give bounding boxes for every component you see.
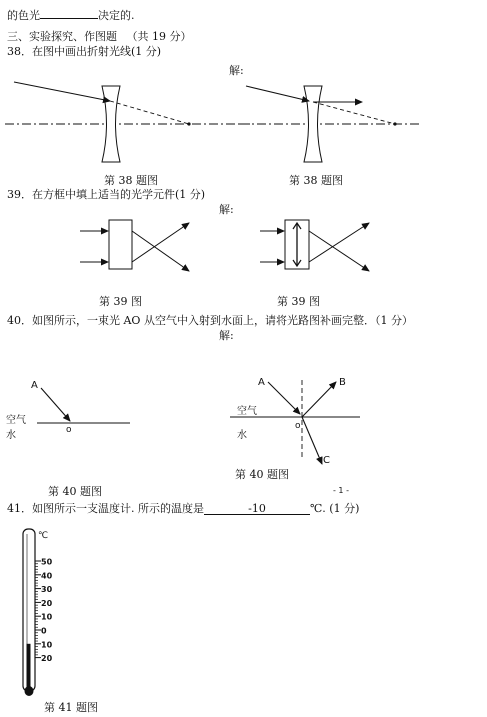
q40-right-figure xyxy=(230,377,360,495)
focus-point xyxy=(393,122,396,125)
label-air: 空气 xyxy=(6,415,26,426)
q39-right-figure xyxy=(260,220,369,271)
q40-caption-right: 第 40 题图 xyxy=(235,468,289,481)
incident-ray xyxy=(14,82,110,101)
label-O: o xyxy=(295,421,301,431)
refracted-ray-OC xyxy=(302,417,322,464)
q40-text: 40．如图所示，一束光 AO 从空气中入射到水面上，请将光路图补画完整．（1 分） xyxy=(7,314,413,327)
q38-caption-left: 第 38 题图 xyxy=(104,174,158,187)
q41-answer: -10 xyxy=(248,502,266,515)
dashed-construction-line xyxy=(110,101,189,124)
q40-answer-label: 解: xyxy=(219,329,234,342)
q41-text-after: ℃. (1 分) xyxy=(310,502,360,515)
q39-text: 39．在方框中填上适当的光学元件(1 分) xyxy=(7,188,206,201)
outgoing-ray-up xyxy=(132,223,189,262)
q38-right-figure xyxy=(240,86,420,162)
thermometer-scale xyxy=(35,558,53,664)
q39-caption-left: 第 39 图 xyxy=(99,295,142,308)
scale-label: 50 xyxy=(41,557,53,567)
q41-caption: 第 41 题图 xyxy=(44,701,98,714)
scale-label: 30 xyxy=(41,585,53,595)
line0-suffix: 决定的. xyxy=(98,9,135,22)
incident-ray xyxy=(246,86,309,101)
focus-point xyxy=(187,122,190,125)
thermometer xyxy=(23,529,53,696)
scale-label: 10 xyxy=(41,640,53,650)
incident-ray-AO xyxy=(41,388,70,421)
q38-answer-label: 解: xyxy=(229,64,244,77)
unit-label: ℃ xyxy=(38,531,49,541)
label-B: B xyxy=(339,377,346,388)
liquid-column xyxy=(27,644,31,690)
q38-left-figure xyxy=(5,82,250,162)
outgoing-ray-down xyxy=(132,231,189,271)
q39-left-figure xyxy=(80,220,189,271)
label-A: A xyxy=(258,377,265,388)
line0-prefix: 的色光 xyxy=(7,9,40,22)
label-air: 空气 xyxy=(237,406,257,417)
q39-answer-label: 解: xyxy=(219,203,234,216)
concave-lens xyxy=(304,86,322,162)
q38-text: 38．在图中画出折射光线(1 分) xyxy=(7,45,162,58)
section-title: 三、实验探究、作图题 xyxy=(7,30,117,43)
q40-left-figure xyxy=(6,380,130,441)
bulb xyxy=(25,686,34,696)
q40-caption-left: 第 40 题图 xyxy=(48,485,102,498)
dashed-construction-line xyxy=(313,102,395,124)
q41-text-before: 41．如图所示一支温度计. 所示的温度是 xyxy=(7,502,204,515)
label-water: 水 xyxy=(6,430,16,441)
scale-label: 10 xyxy=(41,612,53,622)
q39-caption-right: 第 39 图 xyxy=(277,295,320,308)
label-water: 水 xyxy=(237,430,247,441)
incident-ray-AO xyxy=(268,382,300,414)
q38-caption-right: 第 38 题图 xyxy=(289,174,343,187)
label-O: o xyxy=(66,425,72,435)
concave-lens xyxy=(102,86,120,162)
scale-label: 20 xyxy=(41,654,53,664)
label-A: A xyxy=(31,380,38,391)
label-C: C xyxy=(323,455,330,466)
section-score: （共 19 分） xyxy=(126,30,192,43)
outgoing-ray-down xyxy=(309,231,369,271)
blank-box xyxy=(109,220,132,269)
reflected-ray-OB xyxy=(302,382,336,417)
scale-label: 0 xyxy=(41,626,47,636)
outgoing-ray-up xyxy=(309,223,369,262)
scale-label: 20 xyxy=(41,598,53,608)
page-number: - 1 - xyxy=(333,486,349,495)
scale-label: 40 xyxy=(41,571,53,581)
